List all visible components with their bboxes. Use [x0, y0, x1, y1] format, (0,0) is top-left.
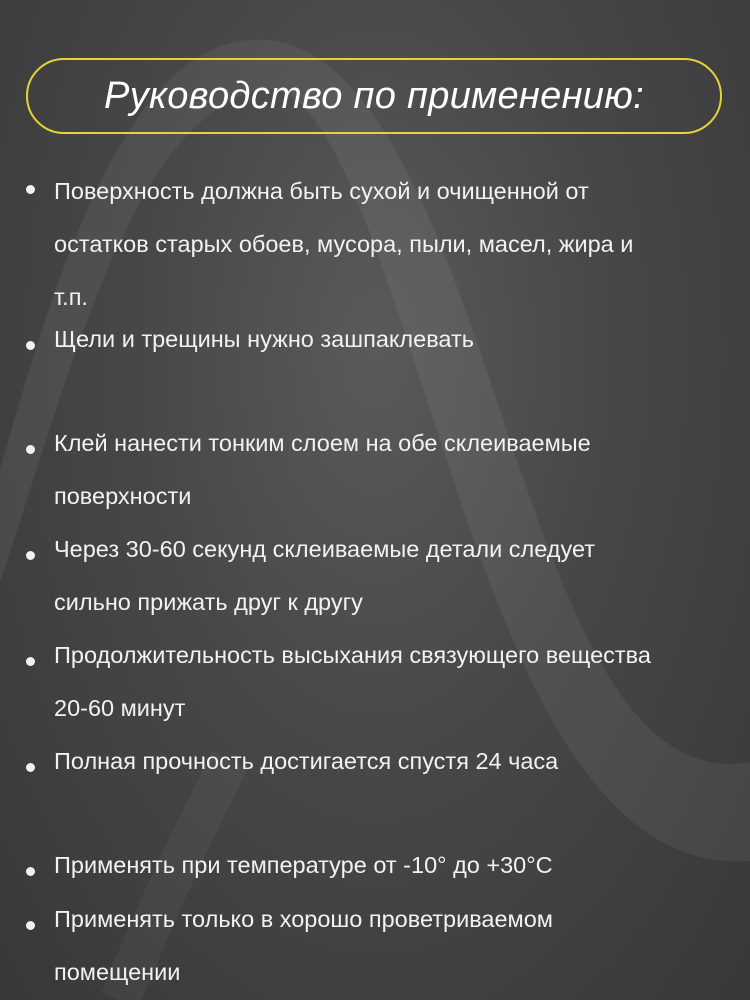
list-item-line: т.п. [54, 284, 88, 310]
bullet-icon [26, 763, 35, 772]
list-item-line: Продолжительность высыхания связующего вещества [54, 642, 651, 668]
list-item-line: поверхности [54, 483, 192, 509]
list-item-line: Поверхность должна быть сухой и очищенной от [54, 178, 589, 204]
bullet-icon [26, 341, 35, 350]
page-title: Руководство по применению: [104, 74, 644, 117]
list-item-line: остатков старых обоев, мусора, пыли, масел, жира и [54, 231, 634, 257]
list-item-line: Полная прочность достигается спустя 24 часа [54, 748, 559, 774]
bullet-icon [26, 551, 35, 560]
list-item-line: помещении [54, 959, 181, 985]
list-item-line: Применять только в хорошо проветриваемом [54, 906, 553, 932]
bullet-icon [26, 445, 35, 454]
bullet-icon [26, 921, 35, 930]
list-item-line: Щели и трещины нужно зашпаклевать [54, 326, 474, 352]
bullet-icon [26, 657, 35, 666]
list-item-line: Клей нанести тонким слоем на обе склеиваемые [54, 430, 591, 456]
list-item-line: Применять при температуре от -10° до +30°С [54, 852, 553, 878]
bullet-icon [26, 185, 35, 194]
bullet-icon [26, 867, 35, 876]
list-item-line: сильно прижать друг к другу [54, 589, 363, 615]
title-banner [26, 58, 722, 134]
list-item-line: 20-60 минут [54, 695, 186, 721]
list-item-line: Через 30-60 секунд склеиваемые детали следует [54, 536, 596, 562]
